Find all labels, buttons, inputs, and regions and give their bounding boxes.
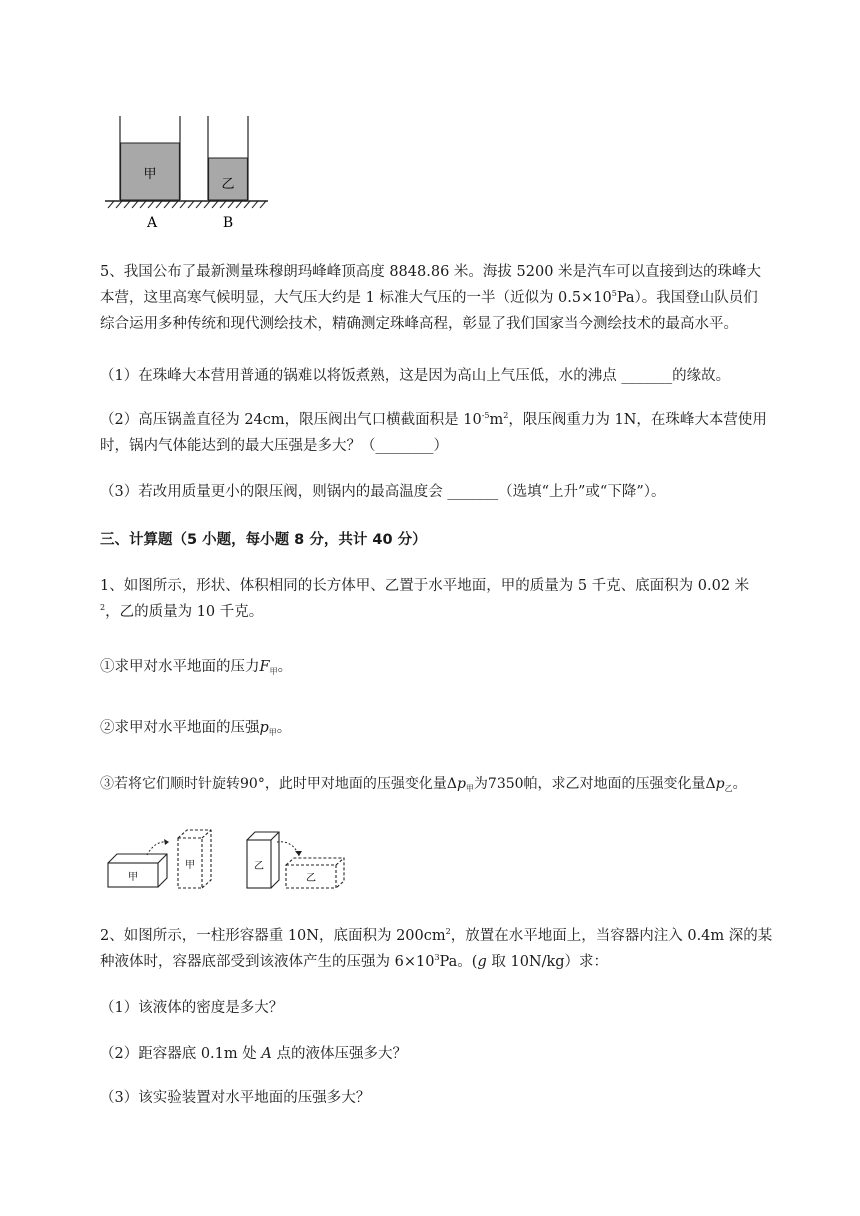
c2-text-2b: Pa。( <box>439 954 478 970</box>
q5-sub-2-line-1 <box>100 408 767 429</box>
q5-line-2 <box>100 286 758 307</box>
c2-sub-2-text-b: 点的液体压强多大？ <box>271 1046 407 1062</box>
c1-q2-var: p <box>259 720 269 736</box>
containers-figure <box>100 110 275 235</box>
c2-line-2 <box>100 950 608 971</box>
q5-sub-3 <box>100 480 665 501</box>
container-b-liquid-label: 乙 <box>221 177 235 192</box>
c1-q2 <box>100 716 291 737</box>
section-heading-text: 三、计算题（5 小题，每小题 8 分，共计 40 分） <box>100 532 427 548</box>
q5-text-2b: Pa）。我国登山队员们 <box>616 290 758 306</box>
c2-sub-3 <box>100 1086 370 1107</box>
c1-q3-sub-1: 甲 <box>465 784 474 793</box>
container-a-liquid-label: 甲 <box>143 167 157 182</box>
c2-text-1b: ，放置在水平地面上，当容器内注入 0.4m 深的某 <box>450 928 773 944</box>
q5-sub-2-text-a: （2）高压锅盖直径为 24cm，限压阀出气口横截面积是 10 <box>100 412 482 428</box>
q5-sub-2-unit: m <box>489 412 504 428</box>
section-heading <box>100 528 427 549</box>
c2-g-var: g <box>477 954 487 970</box>
c2-sub-2-var: A <box>261 1046 272 1062</box>
c1-q3 <box>100 773 747 793</box>
label-a: A <box>146 215 158 231</box>
c1-q2-subscript: 甲 <box>268 728 277 737</box>
q5-line-1 <box>100 260 761 281</box>
c2-exp-1: 2 <box>445 927 451 936</box>
block-yi-label-solid: 乙 <box>254 861 264 872</box>
c2-text-2a: 种液体时，容器底部受到该液体产生的压强为 6×10 <box>100 954 435 970</box>
block-jia-label-dashed: 甲 <box>185 860 195 871</box>
q5-sub-1-text: （1）在珠峰大本营用普通的锅难以将饭煮熟，这是因为高山上气压低，水的沸点 _______的缘故。 <box>100 368 731 384</box>
q5-sub-2-exp-1: -5 <box>481 411 490 420</box>
c1-q2-end: 。 <box>276 720 292 736</box>
q5-sub-1 <box>100 364 730 385</box>
c1-q2-text: ②求甲对水平地面的压强 <box>100 720 260 736</box>
c1-q1 <box>100 655 292 676</box>
c1-q3-var-1: p <box>456 776 466 792</box>
q5-line-3 <box>100 312 738 333</box>
c1-q3-text-a: ③若将它们顺时针旋转90°，此时甲对地面的压强变化量Δ <box>100 776 457 792</box>
label-b: B <box>222 215 234 231</box>
q5-sub-3-text: （3）若改用质量更小的限压阀，则锅内的最高温度会 _______（选填“上升”或“下降”）。 <box>100 484 666 500</box>
c1-text-2: ，乙的质量为 10 千克。 <box>105 604 264 620</box>
c2-text-1a: 2、如图所示，一柱形容器重 10N，底面积为 200cm <box>100 928 446 944</box>
block-yi-label-dashed: 乙 <box>306 873 316 884</box>
q5-text-2a: 本营，这里高寒气候明显，大气压大约是 1 标准大气压的一半（近似为 0.5×10 <box>100 290 612 306</box>
q5-sub-2-text-c: 时，锅内气体能达到的最大压强是多大？（________） <box>100 438 448 454</box>
c2-text-2c: 取 10N/kg）求： <box>486 954 609 970</box>
c1-q1-var: F <box>259 659 270 675</box>
c1-line-1 <box>100 574 749 595</box>
c1-q1-text: ①求甲对水平地面的压力 <box>100 659 260 675</box>
c1-q1-subscript: 甲 <box>269 667 278 676</box>
c2-sub-3-text: （3）该实验装置对水平地面的压强多大？ <box>100 1090 371 1106</box>
c1-q3-end: 。 <box>732 776 747 792</box>
c1-q3-var-2: p <box>715 776 725 792</box>
q5-text-3: 综合运用多种传统和现代测绘技术，精确测定珠峰高程，彰显了我们国家当今测绘技术的最高水平。 <box>100 316 738 332</box>
containers-diagram <box>100 110 275 235</box>
block-jia-label-solid: 甲 <box>128 872 138 883</box>
c1-text-1: 1、如图所示，形状、体积相同的长方体甲、乙置于水平地面，甲的质量为 5 千克、底面积为 0.02 米 <box>100 578 750 594</box>
c2-sub-1-text: （1）该液体的密度是多大？ <box>100 1000 284 1016</box>
c1-q1-end: 。 <box>277 659 293 675</box>
c2-exp-2: 3 <box>434 953 440 962</box>
c1-q3-sub-2: 乙 <box>724 784 733 793</box>
c1-q3-text-b: 为7350帕，求乙对地面的压强变化量Δ <box>473 776 716 792</box>
c1-exponent: 2 <box>100 603 106 612</box>
q5-sub-2-line-2 <box>100 434 448 455</box>
c2-sub-2-text-a: （2）距容器底 0.1m 处 <box>100 1046 262 1062</box>
q5-sub-2-text-b: ，限压阀重力为 1N，在珠峰大本营使用 <box>508 412 767 428</box>
q5-text-1: 5、我国公布了最新测量珠穆朗玛峰峰顶高度 8848.86 米。海拔 5200 米是汽车可以直接到达的珠峰大 <box>100 264 762 280</box>
c1-line-2 <box>100 600 263 621</box>
c2-line-1 <box>100 924 772 945</box>
q5-sub-2-exp-2: 2 <box>503 411 509 420</box>
q5-exponent: 5 <box>611 289 617 298</box>
c2-sub-2 <box>100 1042 407 1063</box>
blocks-figure <box>105 828 355 896</box>
blocks-diagram <box>105 828 355 896</box>
c2-sub-1 <box>100 996 283 1017</box>
